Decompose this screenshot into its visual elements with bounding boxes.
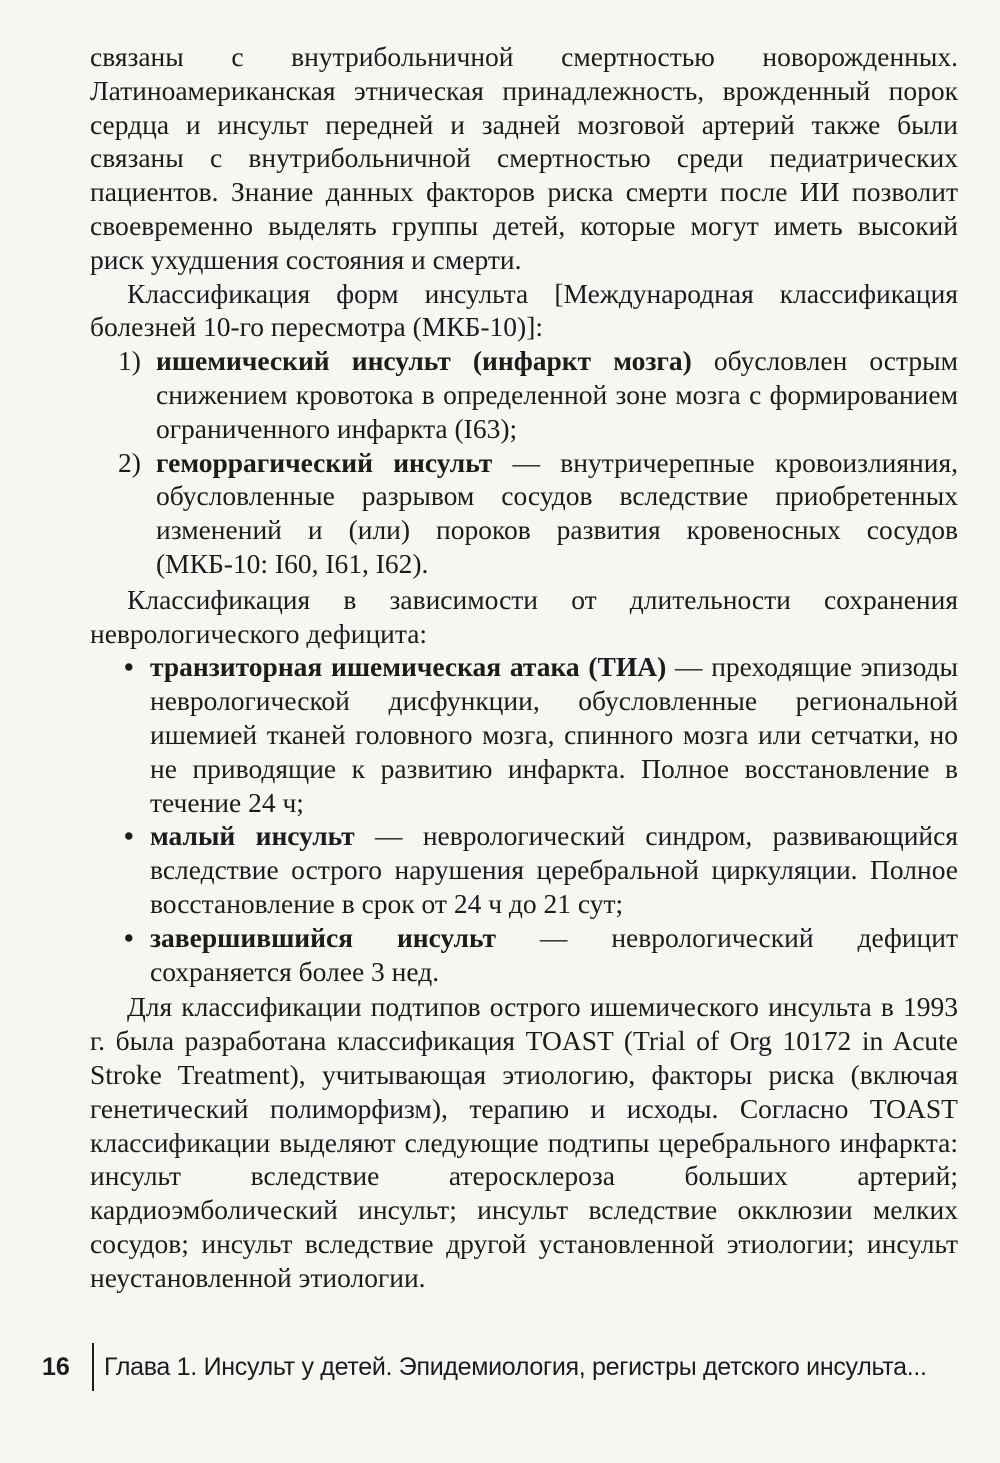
page-footer: [42, 1343, 927, 1391]
paragraph-deficit-classification: Классификация в зависимости от длительности сохранения неврологического дефицита:: [90, 583, 958, 649]
paragraph-toast-classification: Для классификации подтипов острого ишемического инсульта в 1993 г. была разработана классификация TOAST (Trial of Org 10172 in Acute Stroke Treatment), учитывающая этиологию, факторы риска (включая генетический полиморфизм), терапию и исходы. Согласно TOAST классификации выделяют следующие подтипы церебрального инфаркта: инсульт вследствие атеросклероза больших артерий; кардиоэмболический инсульт; инсульт вследствие окклюзии мелких сосудов; инсульт вследствие другой установленной этиологии; инсульт неустановленной этиологии.: [90, 991, 958, 1293]
list-item-description: — неврологический синдром, развивающийся вследствие острого нарушения церебральной циркуляции. Полное восстановление в срок от 24 ч до 21 сут;: [150, 820, 958, 919]
list-item: [118, 344, 958, 445]
list-item-term: завершившийся инсульт: [150, 921, 496, 953]
page-body: [90, 40, 958, 1294]
list-item-number: 2): [118, 446, 141, 478]
list-item-term: геморрагический инсульт: [156, 446, 493, 478]
stroke-forms-list: [90, 344, 958, 581]
list-item-description: обусловлен острым снижением кровотока в определенной зоне мозга с формированием ограниченного инфаркта (I63);: [156, 345, 958, 444]
list-item-term: малый инсульт: [150, 820, 355, 852]
list-item: [118, 446, 958, 581]
bullet-icon: •: [124, 820, 134, 852]
deficit-types-list: [90, 650, 958, 988]
bullet-icon: •: [124, 921, 134, 953]
list-item: [124, 921, 958, 989]
list-item-description: — внутричерепные кровоизлияния, обусловленные разрывом сосудов вследствие приобретенных изменений и (или) пороков развития кровеносных сосудов (МКБ-10: I60, I61, I62).: [156, 446, 958, 579]
page-number: 16: [42, 1352, 70, 1381]
paragraph-mortality: связаны с внутрибольничной смертностью новорожденных. Латиноамериканская этническая принадлежность, врожденный порок сердца и инсульт передней и задней мозговой артерий также были связаны с внутрибольничной смертностью среди педиатрических пациентов. Знание данных факторов риска смерти после ИИ позволит своевременно выделять группы детей, которые могут иметь высокий риск ухудшения состояния и смерти.: [90, 41, 958, 275]
list-item: [124, 650, 958, 819]
running-head: Глава 1. Инсульт у детей. Эпидемиология, регистры детского инсульта...: [104, 1352, 927, 1381]
list-item-term: транзиторная ишемическая атака (ТИА): [150, 651, 667, 683]
bullet-icon: •: [124, 651, 134, 683]
list-item-description: — неврологический дефицит сохраняется более 3 нед.: [150, 921, 958, 987]
list-item-number: 1): [118, 345, 141, 377]
paragraph-icd-classification: Классификация форм инсульта [Международная классификация болезней 10-го пересмотра (МКБ-10)]:: [90, 277, 958, 343]
list-item-description: — преходящие эпизоды неврологической дисфункции, обусловленные региональной ишемией тканей головного мозга, спинного мозга или сетчатки, но не приводящие к развитию инфаркта. Полное восстановление в течение 24 ч;: [150, 651, 958, 818]
footer-divider: [92, 1343, 94, 1391]
list-item: [124, 819, 958, 920]
list-item-term: ишемический инсульт (инфаркт мозга): [156, 345, 692, 377]
